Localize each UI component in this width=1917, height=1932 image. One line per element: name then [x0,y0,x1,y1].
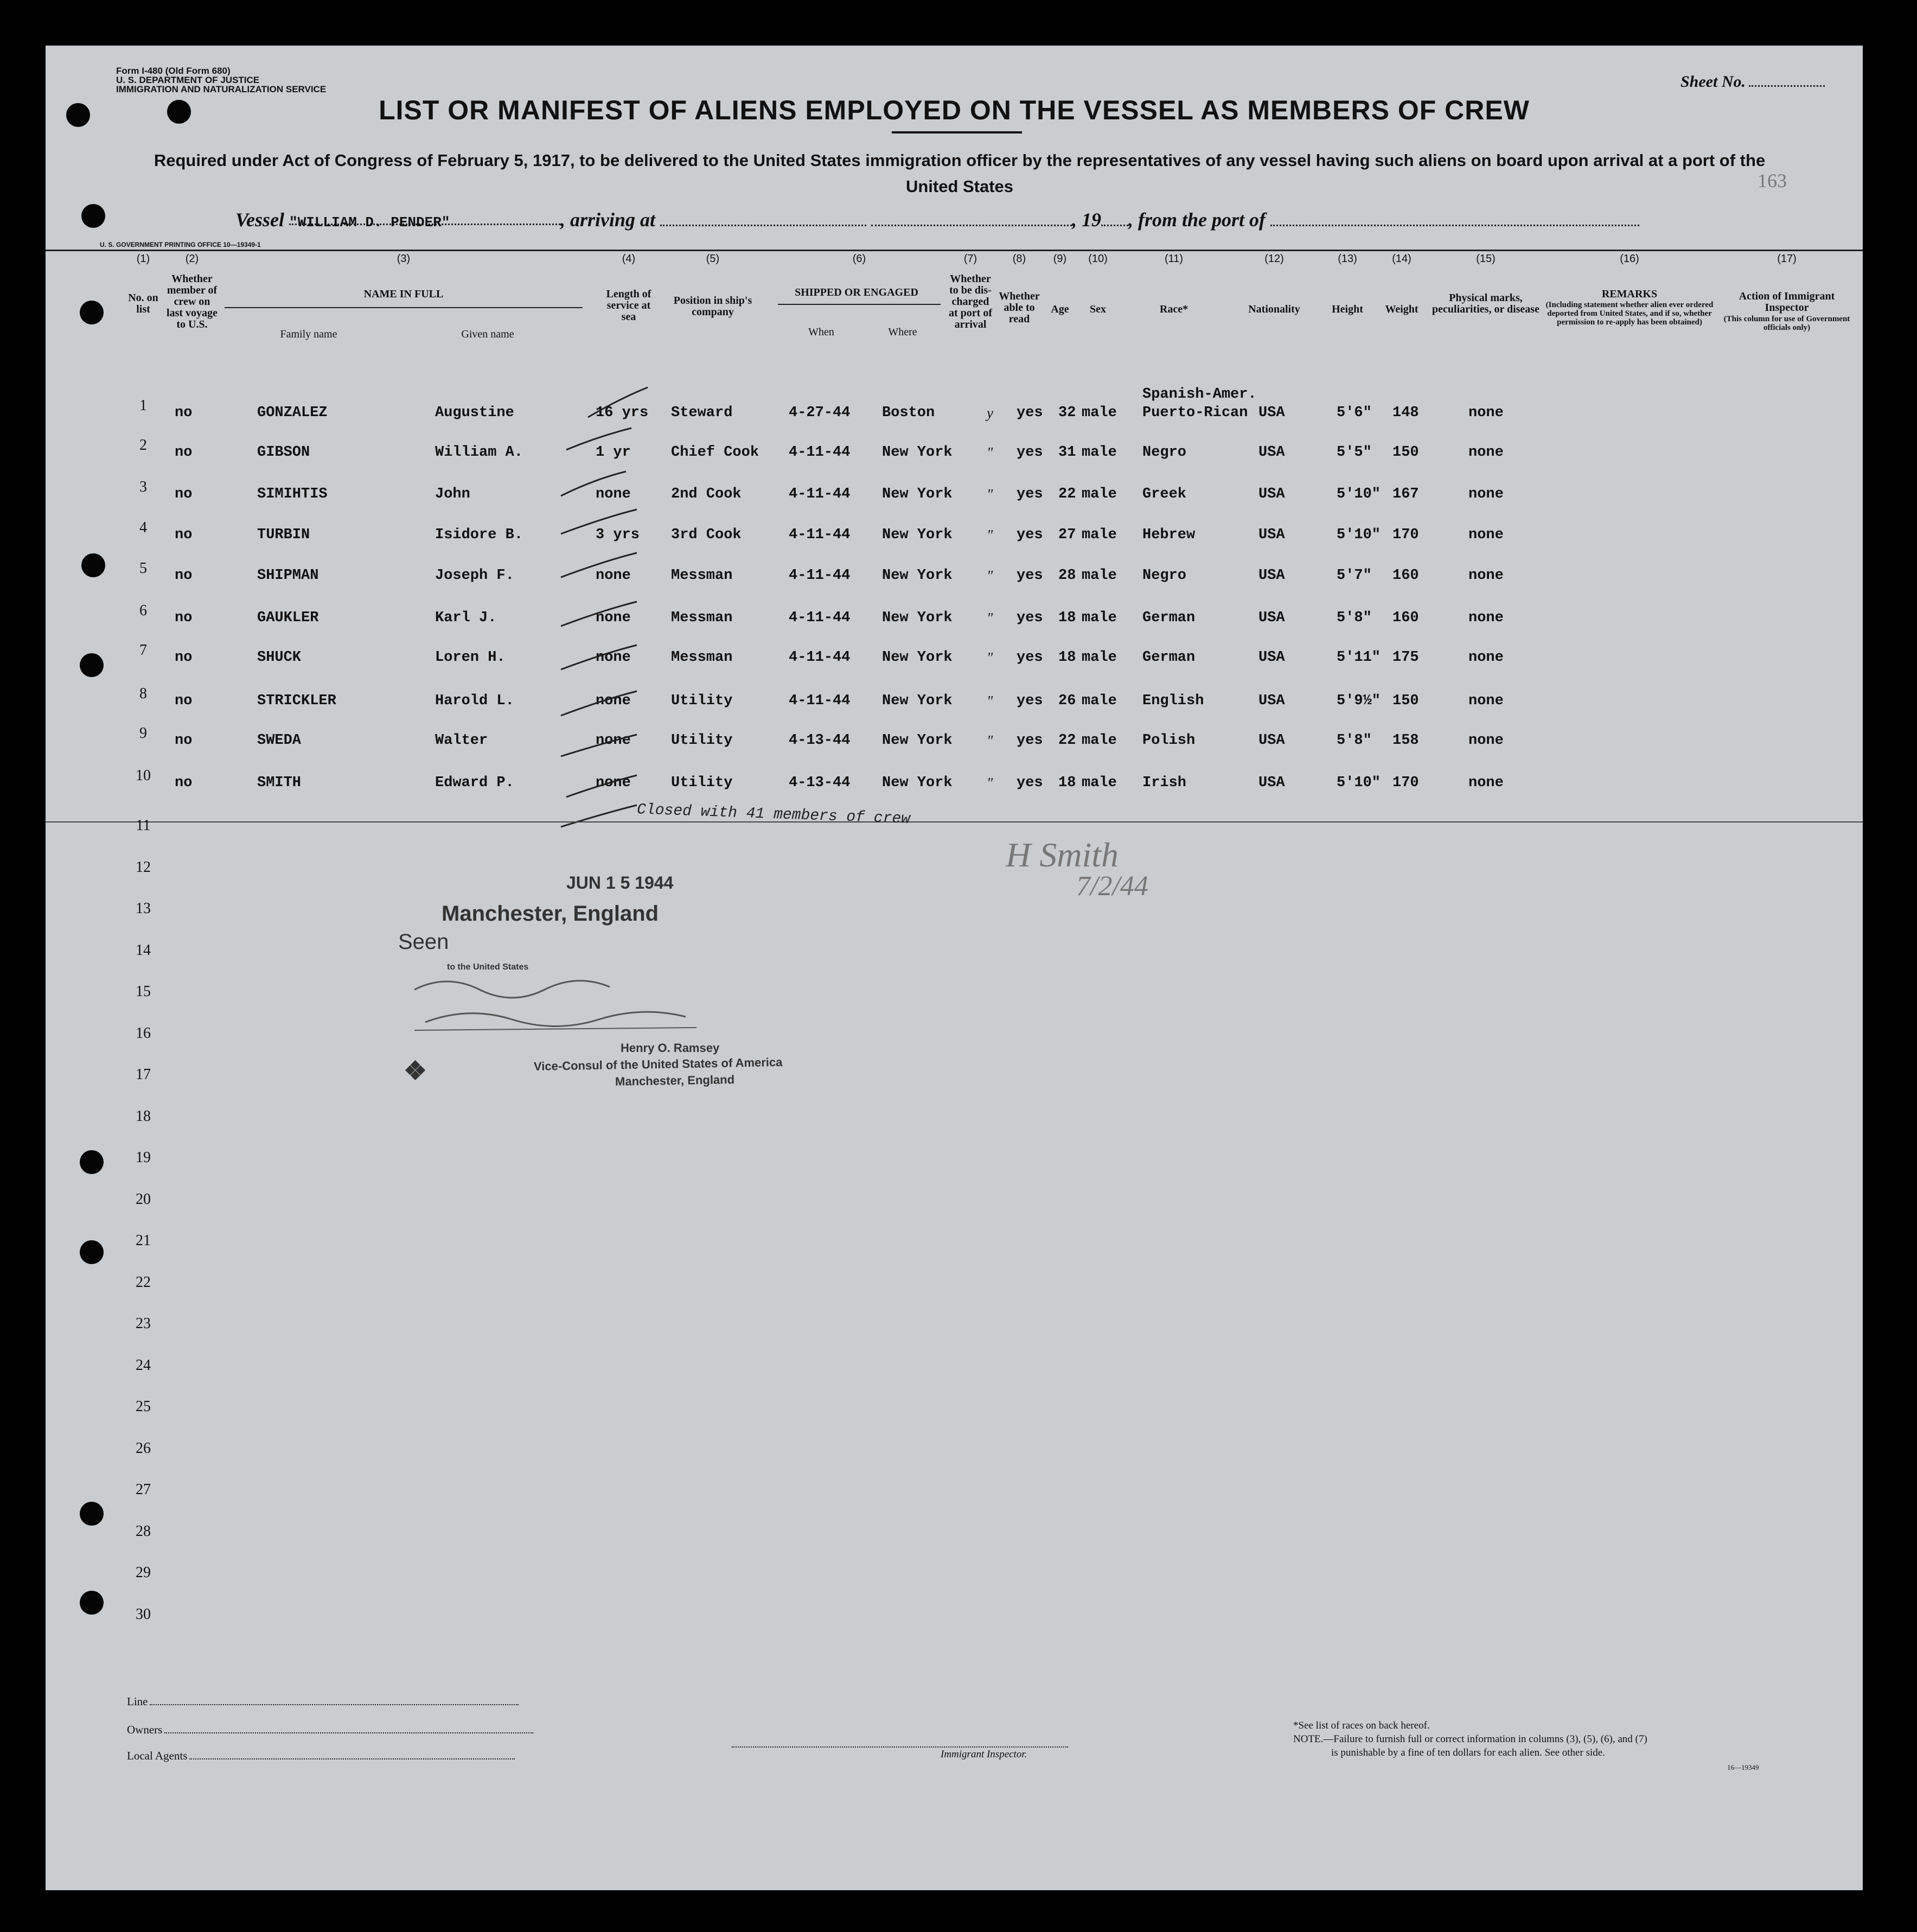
cell-physical: none [1468,649,1504,666]
cell-prev: no [175,649,193,666]
cell-physical: none [1468,527,1504,543]
penalty-note-2: is punishable by a fine of ten dollars for each alien. See other side. [1331,1747,1605,1758]
consul-title: Vice-Consul of the United States of America [533,1055,783,1073]
empty-row-number: 11 [136,817,151,834]
cell-sex: male [1082,649,1117,666]
header-age: Age [1051,303,1069,315]
sheet-number-stamp: 163 [1758,170,1787,192]
stamp-date: JUN 1 5 1944 [566,873,674,892]
cell-service: none [596,486,631,502]
cell-when: 4-11-44 [789,649,851,666]
cell-given: William A. [435,444,523,461]
column-number: (13) [1338,253,1357,265]
cell-position: 3rd Cook [671,527,742,543]
vessel-name: "WILLIAM D. PENDER" [289,214,450,231]
cell-discharged: " [987,527,993,543]
cell-race: Negro [1142,568,1187,584]
cell-height: 5'10" [1337,527,1381,543]
cell-nationality: USA [1258,775,1285,791]
cell-family: SIMIHTIS [257,486,328,502]
cell-nationality: USA [1258,405,1285,421]
empty-row-number: 18 [136,1107,151,1125]
cell-position: Utility [671,775,733,791]
cell-weight: 160 [1392,568,1419,584]
stamp-to-us: to the United States [447,962,529,972]
seal-mark: ❖ [404,1057,427,1086]
row-number: 5 [139,560,147,577]
cell-given: John [435,486,470,502]
header-position: Position in ship's company [673,295,752,318]
year-label: , 19 [1072,209,1102,231]
footer-owners-blank[interactable] [164,1732,533,1733]
cell-age: 22 [1058,732,1076,749]
stamp-seen: Seen [398,930,449,954]
cell-physical: none [1468,405,1504,421]
header-physical: Physical marks, peculiarities, or disease [1432,292,1539,315]
cell-prev: no [175,527,193,543]
cell-height: 5'7" [1337,568,1372,584]
header-weight: Weight [1385,303,1418,315]
header-no-on-list: No. on list [128,292,158,315]
consul-city: Manchester, England [615,1073,735,1088]
race-note: *See list of races on back hereof. [1293,1720,1430,1731]
row-number: 9 [139,725,147,742]
cell-position: 2nd Cook [671,486,742,502]
empty-row-number: 26 [136,1439,151,1457]
row-number: 6 [139,602,147,619]
empty-row-number: 23 [136,1315,151,1332]
empty-row-number: 15 [136,983,151,1000]
empty-row-number: 20 [136,1190,151,1208]
column-number: (9) [1053,253,1067,265]
header-remarks-note: (Including statement whether alien ever ordered deported from United States, and if so, whether permission to re-apply has been obtained) [1545,301,1714,327]
cell-prev: no [175,405,193,421]
header-name-in-full: NAME IN FULL [363,288,444,300]
cell-where: New York [882,527,953,543]
cell-discharged: " [987,649,993,666]
cell-family: GAUKLER [257,610,319,626]
cell-sex: male [1082,732,1117,749]
row-number: 4 [139,519,147,536]
cell-position: Messman [671,610,733,626]
cell-weight: 170 [1392,527,1419,543]
cell-race: English [1142,693,1204,709]
cell-given: Edward P. [435,775,514,791]
empty-row-number: 12 [136,858,151,876]
cell-weight: 150 [1392,444,1419,461]
inspector-signature-blank[interactable] [732,1741,1068,1748]
cell-family: GIBSON [257,444,310,461]
cell-weight: 175 [1392,649,1419,666]
cell-position: Chief Cook [671,444,759,461]
cell-nationality: USA [1258,649,1285,666]
empty-row-number: 28 [136,1522,151,1540]
cell-when: 4-13-44 [789,732,851,749]
header-length-service: Length of service at sea [606,288,651,323]
cell-where: New York [882,610,953,626]
cell-physical: none [1468,444,1504,461]
cell-height: 5'5" [1337,444,1372,461]
column-number: (1) [136,253,150,265]
cell-where: Boston [882,405,935,421]
cell-read: yes [1017,610,1043,626]
cell-sex: male [1082,486,1117,502]
column-number: (7) [963,253,977,265]
cell-read: yes [1017,732,1043,749]
cell-height: 5'11" [1337,649,1381,666]
cell-sex: male [1082,610,1117,626]
cell-nationality: USA [1258,693,1285,709]
cell-given: Walter [435,732,488,749]
cell-age: 18 [1058,775,1076,791]
cell-when: 4-11-44 [789,527,851,543]
cell-family: SMITH [257,775,302,791]
cell-nationality: USA [1258,444,1285,461]
cell-weight: 167 [1392,486,1419,502]
cell-where: New York [882,444,953,461]
cell-discharged: " [987,568,993,584]
cell-height: 5'9½" [1337,693,1381,709]
cell-physical: none [1468,693,1504,709]
cell-sex: male [1082,775,1117,791]
end-of-list-rule [46,821,1863,822]
footer-owners-field [127,1723,533,1737]
cell-height: 5'8" [1337,610,1372,626]
cell-when: 4-11-44 [789,444,851,461]
header-when: When [808,326,834,338]
handwritten-strokes [46,46,1863,914]
service-name: IMMIGRATION AND NATURALIZATION SERVICE [116,84,327,94]
header-whether-member: Whether member of crew on last voyage to U.S. [167,273,218,330]
consul-signature [404,968,707,1044]
cell-weight: 150 [1392,693,1419,709]
column-number: (5) [706,253,720,265]
cell-discharged: " [987,610,993,626]
cell-service: 3 yrs [596,527,640,543]
cell-discharged: " [987,486,993,502]
footer-agents-label: Local Agents [127,1749,188,1762]
cell-discharged: " [987,444,993,461]
arriving-label: , arriving at [560,209,656,231]
row-number: 10 [136,767,151,784]
cell-read: yes [1017,527,1043,543]
form-code: 16—19349 [1727,1763,1759,1771]
cell-sex: male [1082,527,1117,543]
inspector-initials: H Smith [1006,836,1119,874]
cell-when: 4-11-44 [789,693,851,709]
cell-nationality: USA [1258,610,1285,626]
consul-name: Henry O. Ramsey [621,1041,720,1055]
cell-where: New York [882,486,953,502]
column-number: (6) [852,253,866,265]
vessel-label: Vessel [235,209,284,231]
cell-nationality: USA [1258,527,1285,543]
page-subtitle: Required under Act of Congress of February 5, 1917, to be delivered to the United States immigration officer by the representatives of any vessel having such aliens on board upon arrival at a port of the United States [154,151,1766,196]
footer-agents-blank[interactable] [189,1758,515,1759]
header-family-name: Family name [280,328,337,340]
cell-discharged: y [987,405,993,421]
cell-prev: no [175,568,193,584]
cell-physical: none [1468,568,1504,584]
cell-prev: no [175,775,193,791]
cell-family: SHUCK [257,649,302,666]
cell-service: 1 yr [596,444,631,461]
cell-position: Steward [671,405,733,421]
cell-weight: 158 [1392,732,1419,749]
cell-race: Negro [1142,444,1187,461]
column-number: (10) [1088,253,1108,265]
stamp-city: Manchester, England [442,902,659,926]
cell-given: Augustine [435,405,514,421]
immigrant-inspector-label: Immigrant Inspector. [941,1749,1027,1760]
cell-age: 27 [1058,527,1076,543]
printer-imprint: U. S. GOVERNMENT PRINTING OFFICE 10—19349-1 [100,241,261,248]
cell-race-prefix: Spanish-Amer. [1142,386,1257,403]
cell-race: Greek [1142,486,1187,502]
punch-hole [80,1240,104,1264]
cell-height: 5'10" [1337,486,1381,502]
page-title: LIST OR MANIFEST OF ALIENS EMPLOYED ON THE VESSEL AS MEMBERS OF CREW [379,95,1530,125]
cell-nationality: USA [1258,486,1285,502]
cell-prev: no [175,732,193,749]
column-number: (8) [1012,253,1026,265]
footer-line-field [127,1695,519,1708]
column-number: (17) [1777,253,1797,265]
cell-service: none [596,775,631,791]
cell-sex: male [1082,444,1117,461]
empty-row-number: 30 [136,1605,151,1623]
cell-sex: male [1082,405,1117,421]
header-action: Action of Immigrant Inspector [1739,290,1835,314]
empty-row-number: 29 [136,1564,151,1581]
row-number: 7 [139,642,147,659]
cell-physical: none [1468,775,1504,791]
cell-family: GONZALEZ [257,405,328,421]
cell-given: Joseph F. [435,568,514,584]
header-height: Height [1332,303,1363,315]
empty-row-number: 21 [136,1232,151,1249]
empty-row-number: 14 [136,941,151,959]
footer-line-label: Line [127,1695,148,1708]
cell-age: 22 [1058,486,1076,502]
empty-row-number: 19 [136,1149,151,1166]
column-number: (3) [397,253,411,265]
header-discharged: Whether to be dis-charged at port of arrival [949,273,992,330]
column-number: (4) [622,253,636,265]
cell-read: yes [1017,649,1043,666]
department: U. S. DEPARTMENT OF JUSTICE [116,75,260,85]
cell-race: Irish [1142,775,1187,791]
cell-age: 32 [1058,405,1076,421]
cell-when: 4-27-44 [789,405,851,421]
cell-given: Harold L. [435,693,514,709]
empty-row-number: 13 [136,900,151,917]
punch-hole [80,1150,104,1174]
cell-service: 16 yrs [596,405,649,421]
footer-owners-label: Owners [127,1723,163,1736]
cell-service: none [596,610,631,626]
cell-where: New York [882,693,953,709]
cell-age: 18 [1058,649,1076,666]
cell-family: SWEDA [257,732,302,749]
cell-read: yes [1017,486,1043,502]
cell-weight: 148 [1392,405,1419,421]
cell-age: 18 [1058,610,1076,626]
cell-family: TURBIN [257,527,310,543]
cell-service: none [596,732,631,749]
cell-height: 5'8" [1337,732,1372,749]
cell-physical: none [1468,486,1504,502]
manifest-sheet [46,46,1863,1890]
cell-prev: no [175,486,193,502]
column-number: (12) [1264,253,1284,265]
row-number: 1 [139,397,147,414]
cell-discharged: " [987,693,993,709]
closing-note: Closed with 41 members of crew [636,801,911,828]
cell-discharged: " [987,732,993,749]
cell-family: STRICKLER [257,693,336,709]
cell-service: none [596,649,631,666]
cell-race: Hebrew [1142,527,1196,543]
cell-race: German [1142,649,1196,666]
cell-physical: none [1468,732,1504,749]
cell-when: 4-11-44 [789,486,851,502]
footer-agents-field [127,1749,515,1763]
row-number: 8 [139,685,147,702]
cell-service: none [596,693,631,709]
header-race: Race* [1159,303,1188,315]
cell-prev: no [175,444,193,461]
cell-sex: male [1082,568,1117,584]
inspector-date: 7/2/44 [1076,871,1148,902]
cell-weight: 170 [1392,775,1419,791]
cell-position: Utility [671,732,733,749]
cell-where: New York [882,649,953,666]
cell-given: Isidore B. [435,527,523,543]
cell-where: New York [882,568,953,584]
cell-when: 4-11-44 [789,610,851,626]
header-nationality: Nationality [1248,303,1300,315]
cell-family: SHIPMAN [257,568,319,584]
column-number: (15) [1476,253,1496,265]
cell-read: yes [1017,405,1043,421]
cell-race: Polish [1142,732,1196,749]
column-number: (2) [185,253,199,265]
empty-row-number: 16 [136,1024,151,1042]
punch-hole [80,1591,104,1615]
penalty-note-1: NOTE.—Failure to furnish full or correct information in columns (3), (5), (6), and (7) [1293,1733,1647,1745]
row-number: 3 [139,479,147,495]
empty-row-number: 17 [136,1066,151,1083]
header-sex: Sex [1090,303,1106,315]
cell-read: yes [1017,775,1043,791]
cell-sex: male [1082,693,1117,709]
empty-row-number: 22 [136,1273,151,1291]
header-where: Where [888,326,917,338]
header-able-read: Whether able to read [999,290,1040,325]
punch-hole [80,1502,104,1526]
cell-nationality: USA [1258,732,1285,749]
cell-given: Karl J. [435,610,497,626]
column-number: (16) [1620,253,1639,265]
cell-age: 31 [1058,444,1076,461]
empty-row-number: 27 [136,1481,151,1498]
cell-physical: none [1468,610,1504,626]
header-remarks: REMARKS [1601,288,1658,300]
cell-given: Loren H. [435,649,506,666]
cell-when: 4-13-44 [789,775,851,791]
cell-height: 5'6" [1337,405,1372,421]
empty-row-number: 25 [136,1398,151,1415]
cell-prev: no [175,693,193,709]
from-port-label: , from the port of [1128,209,1266,231]
cell-age: 28 [1058,568,1076,584]
cell-read: yes [1017,444,1043,461]
cell-position: Utility [671,693,733,709]
cell-where: New York [882,732,953,749]
column-number: (14) [1392,253,1411,265]
cell-read: yes [1017,568,1043,584]
cell-when: 4-11-44 [789,568,851,584]
sheet-no-label: Sheet No. [1680,73,1746,91]
footer-line-blank[interactable] [150,1704,519,1705]
cell-service: none [596,568,631,584]
cell-weight: 160 [1392,610,1419,626]
row-number: 2 [139,437,147,454]
cell-nationality: USA [1258,568,1285,584]
empty-row-number: 24 [136,1356,151,1374]
column-number: (11) [1164,253,1184,265]
cell-position: Messman [671,568,733,584]
form-number: Form I-480 (Old Form 680) [116,66,231,76]
header-shipped: SHIPPED OR ENGAGED [795,286,918,298]
header-action-note: (This column for use of Government officials only) [1723,315,1850,332]
cell-race: German [1142,610,1196,626]
cell-height: 5'10" [1337,775,1381,791]
cell-age: 26 [1058,693,1076,709]
cell-discharged: " [987,775,993,791]
header-given-name: Given name [461,328,514,340]
cell-race: Puerto-Rican [1142,405,1248,421]
cell-prev: no [175,610,193,626]
cell-where: New York [882,775,953,791]
cell-read: yes [1017,693,1043,709]
cell-position: Messman [671,649,733,666]
